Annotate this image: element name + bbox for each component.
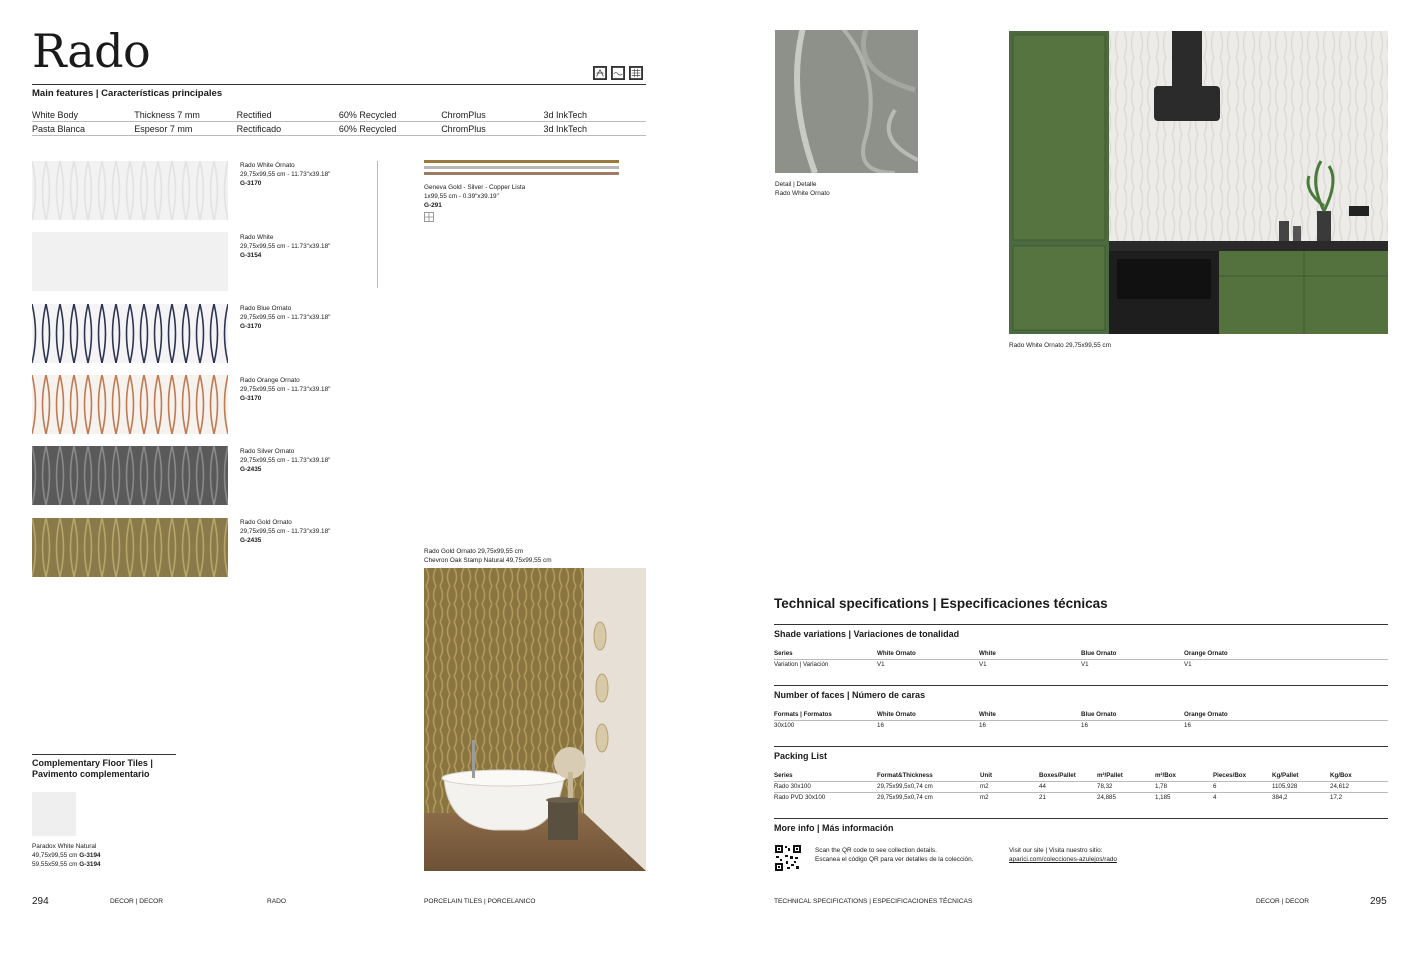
swatch-white bbox=[32, 232, 228, 291]
swatch-gold-ornato bbox=[32, 518, 228, 577]
shade-value-row: Variation | Variación V1 V1 V1 V1 bbox=[774, 661, 1192, 668]
more-rule bbox=[774, 818, 1388, 819]
detail-caption: Detail | Detalle Rado White Ornato bbox=[775, 181, 830, 197]
product-label: Rado Silver Ornato 29,75x99,55 cm - 11.73"x39.18" G-2435 bbox=[240, 448, 331, 473]
features-bottom-rule bbox=[32, 135, 646, 136]
lista-bar-gold bbox=[424, 160, 619, 163]
more-info-title: More info | Más información bbox=[774, 823, 894, 833]
main-features-heading: Main features | Características principales bbox=[32, 88, 223, 99]
feature-cell: ChromPlus bbox=[441, 124, 486, 134]
feature-cell: ChromPlus bbox=[441, 110, 486, 120]
title-rule bbox=[32, 84, 646, 85]
feature-cell: Rectificado bbox=[236, 124, 282, 134]
lista-bar-silver bbox=[424, 166, 619, 169]
swatch-white-ornato bbox=[32, 161, 228, 220]
features-row-en bbox=[32, 110, 646, 120]
footer-type: PORCELAIN TILES | PORCELANICO bbox=[424, 898, 536, 905]
faces-rule bbox=[774, 685, 1388, 686]
feature-cell: 60% Recycled bbox=[338, 124, 397, 134]
product-label: Rado Gold Ornato 29,75x99,55 cm - 11.73"x39.18" G-2435 bbox=[240, 519, 331, 544]
features-divider bbox=[32, 121, 646, 122]
lista-label: Geneva Gold - Silver - Copper Lista 1x99,55 cm - 0.39"x39.19" G-291 bbox=[424, 184, 526, 209]
feature-cell: 60% Recycled bbox=[338, 110, 397, 120]
faces-value-row: 30x100 16 16 16 16 bbox=[774, 722, 1191, 729]
faces-title: Number of faces | Número de caras bbox=[774, 690, 926, 700]
shade-header-row: Series White Ornato White Blue Ornato Orange Ornato bbox=[774, 650, 1228, 657]
page-number-left: 294 bbox=[32, 896, 49, 907]
footer-collection: RADO bbox=[267, 898, 287, 905]
wave-icon bbox=[611, 66, 625, 80]
product-label: Rado Blue Ornato 29,75x99,55 cm - 11.73"x39.18" G-3170 bbox=[240, 305, 331, 330]
site-link[interactable]: aparici.com/colecciones-azulejos/rado bbox=[1009, 856, 1117, 863]
product-label: Rado Orange Ornato 29,75x99,55 cm - 11.73"x39.18" G-3170 bbox=[240, 377, 331, 402]
feature-cell: Espesor 7 mm bbox=[134, 124, 193, 134]
grid-icon bbox=[629, 66, 643, 80]
swatch-orange-ornato bbox=[32, 375, 228, 434]
kitchen-photo bbox=[1009, 31, 1388, 334]
page-title: Rado bbox=[32, 24, 151, 78]
shade-title: Shade variations | Variaciones de tonalidad bbox=[774, 629, 960, 639]
feature-cell: Rectified bbox=[236, 110, 272, 120]
complementary-rule bbox=[32, 754, 176, 755]
feature-cell: Pasta Blanca bbox=[32, 124, 86, 134]
feature-cell: 3d InkTech bbox=[543, 110, 588, 120]
lista-bar-copper bbox=[424, 172, 619, 175]
packing-row: Rado 30x100 29,75x99,5x0,74 cm m2 44 78,32 1,78 6 1105,928 24,612 bbox=[774, 783, 1349, 790]
complementary-heading: Complementary Floor Tiles | Pavimento complementario bbox=[32, 758, 153, 779]
features-row-es bbox=[32, 124, 646, 134]
footer-decor-right: DECOR | DECOR bbox=[1256, 898, 1310, 905]
swatch-blue-ornato bbox=[32, 304, 228, 363]
lista-format-icon bbox=[424, 212, 434, 222]
feature-cell: 3d InkTech bbox=[543, 124, 588, 134]
qr-code-icon[interactable] bbox=[775, 845, 801, 871]
bathroom-photo bbox=[424, 568, 646, 871]
rectified-icon bbox=[593, 66, 607, 80]
detail-photo bbox=[775, 30, 918, 173]
product-label: Rado White Ornato 29,75x99,55 cm - 11.73"x39.18" G-3170 bbox=[240, 162, 331, 187]
feature-icons bbox=[593, 66, 643, 80]
bathroom-caption: Rado Gold Ornato 29,75x99,55 cm Chevron Oak Stamp Natural 49,75x99,55 cm bbox=[424, 548, 552, 564]
footer-section: DECOR | DECOR bbox=[110, 898, 164, 905]
packing-row: Rado PVD 30x100 29,75x99,5x0,74 cm m2 21 24,885 1,185 4 384,2 17,2 bbox=[774, 794, 1343, 801]
visit-site: Visit our site | Visita nuestro sitio: aparici.com/colecciones-azulejos/rado bbox=[1009, 847, 1117, 863]
packing-header-row: Series Format&Thickness Unit Boxes/Pallet m²/Pallet m²/Box Pieces/Box Kg/Pallet Kg/Box bbox=[774, 772, 1352, 779]
qr-instructions: Scan the QR code to see collection details. Escanea el código QR para ver detalles de la colección. bbox=[815, 847, 974, 863]
feature-cell: Thickness 7 mm bbox=[134, 110, 200, 120]
column-divider bbox=[377, 161, 378, 288]
footer-section-right: TECHNICAL SPECIFICATIONS | ESPECIFICACIONES TÉCNICAS bbox=[774, 898, 973, 905]
swatch-silver-ornato bbox=[32, 446, 228, 505]
page-number-right: 295 bbox=[1370, 896, 1387, 907]
faces-header-row: Formats | Formatos White Ornato White Blue Ornato Orange Ornato bbox=[774, 711, 1228, 718]
paradox-swatch bbox=[32, 792, 76, 836]
feature-cell: White Body bbox=[32, 110, 79, 120]
product-label: Rado White 29,75x99,55 cm - 11.73"x39.18" G-3154 bbox=[240, 234, 331, 259]
kitchen-caption: Rado White Ornato 29,75x99,55 cm bbox=[1009, 342, 1111, 349]
tech-specs-title: Technical specifications | Especificaciones técnicas bbox=[774, 596, 1108, 611]
packing-title: Packing List bbox=[774, 751, 828, 761]
packing-rule bbox=[774, 746, 1388, 747]
tech-rule bbox=[774, 624, 1388, 625]
complementary-label: Paradox White Natural 49,75x99,55 cm G-3194 59,55x59,55 cm G-3194 bbox=[32, 843, 101, 868]
